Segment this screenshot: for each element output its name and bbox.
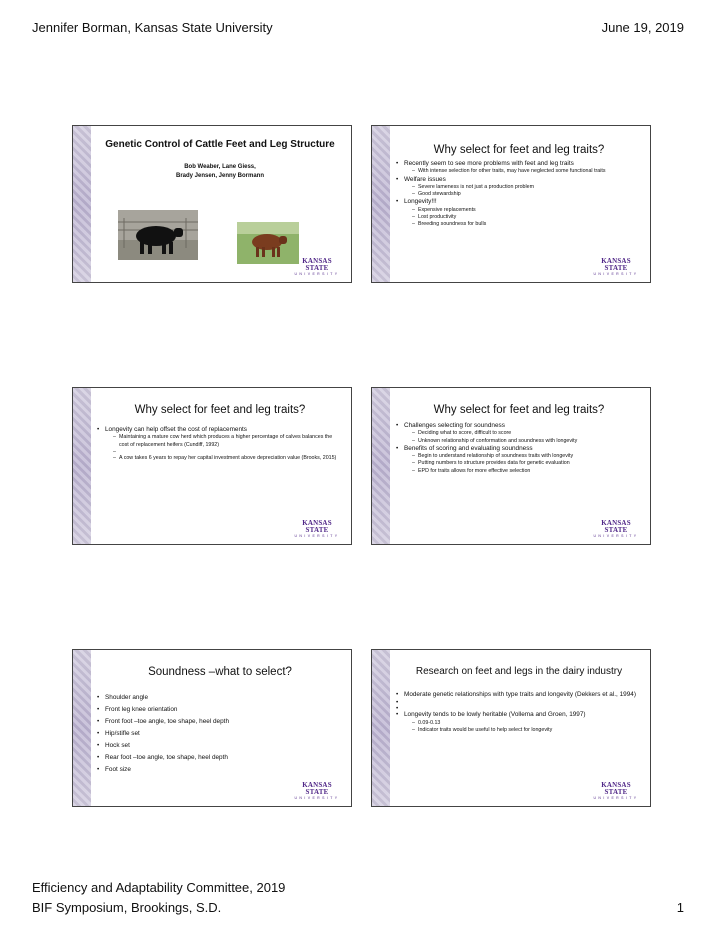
slide-title: Soundness –what to select? (148, 666, 292, 678)
slide-title: Research on feet and legs in the dairy industry (415, 666, 623, 677)
sub-bullet: – EPD for traits allows for more effective selection (412, 468, 642, 475)
sub-bullet: – Severe lameness is not just a production problem (412, 184, 642, 191)
sub-bullet: – 0.09-0.13 (412, 720, 642, 727)
sub-bullet: – Indicator traits would be useful to help select for longevity (412, 727, 642, 734)
slide-title: Why select for feet and leg traits? (433, 144, 605, 156)
slide-authors: Bob Weaber, Lane Giess, Brady Jensen, Jenny Bormann (175, 164, 265, 179)
slide-stripe (372, 650, 390, 806)
slide-stripe (372, 126, 390, 282)
list-item: • Front foot –toe angle, toe shape, heel depth (97, 716, 343, 728)
list-item: • Front leg knee orientation (97, 704, 343, 716)
bullet: • Moderate genetic relationships with type traits and longevity (Dekkers et al., 1994) (396, 691, 642, 699)
sub-bullet: – A cow takes 6 years to repay her capital investment above depreciation value (Brooks, 2015) (113, 455, 343, 462)
kansas-state-logo: KANSAS STATE UNIVERSITY (294, 257, 340, 276)
bullet: • Challenges selecting for soundness – Deciding what to score, difficult to score – Unknown relationship of conformation and soundness with longevity (396, 422, 642, 445)
sub-bullet: – Unknown relationship of conformation and soundness with longevity (412, 438, 642, 445)
kansas-state-logo: KANSAS STATE UNIVERSITY (294, 519, 340, 538)
sub-bullet: – With intense selection for other traits, may have neglected some functional traits (412, 168, 642, 175)
page-number: 1 (676, 900, 684, 915)
slide-5 (72, 649, 352, 807)
footer-committee: Efficiency and Adaptability Committee, 2019 (32, 880, 286, 895)
slide-4 (371, 387, 651, 545)
slide-1 (72, 125, 352, 283)
sub-bullet: – Putting numbers to structure provides data for genetic evaluation (412, 460, 642, 467)
sub-bullet: – Breeding soundness for bulls (412, 221, 642, 228)
bullet: • Welfare issues – Severe lameness is not just a production problem – Good stewardship (396, 176, 642, 199)
sub-bullet: – Lost productivity (412, 214, 642, 221)
list-item: • Hock set (97, 740, 343, 752)
list-item: • Rear foot –toe angle, toe shape, heel depth (97, 752, 343, 764)
bullet: • Recently seem to see more problems with feet and leg traits – With intense selection for other traits, may have neglected some functional traits (396, 160, 642, 176)
bullet: • Benefits of scoring and evaluating soundness – Begin to understand relationship of soundness traits with longevity – Putting numbers to structure provides data for genetic evaluation – EPD for traits allows for more effective selection (396, 445, 642, 475)
sub-bullet: – Deciding what to score, difficult to score (412, 430, 642, 437)
slide-3 (72, 387, 352, 545)
kansas-state-logo: KANSAS STATE UNIVERSITY (593, 781, 639, 800)
slide-stripe (73, 650, 91, 806)
slide-2 (371, 125, 651, 283)
slide-stripe (73, 126, 91, 282)
slide-stripe (372, 388, 390, 544)
list-item: • Hip/stifle set (97, 728, 343, 740)
kansas-state-logo: KANSAS STATE UNIVERSITY (593, 519, 639, 538)
sub-bullet: – Expensive replacements (412, 207, 642, 214)
slide-title: Genetic Control of Cattle Feet and Leg Structure (105, 139, 335, 150)
kansas-state-logo: KANSAS STATE UNIVERSITY (593, 257, 639, 276)
bullet: • Longevity can help offset the cost of replacements – Maintaining a mature cow herd which produces a higher percentage of calves balances the cost of replacement heifers (Cundiff, 1992) – – A cow takes 6 years to repay her capital investment above depreciation value (Brooks, 2015) (97, 426, 343, 462)
black-cow-photo (118, 210, 198, 260)
list-item: • Shoulder angle (97, 692, 343, 704)
footer-symposium: BIF Symposium, Brookings, S.D. (32, 900, 222, 915)
red-bull-photo (237, 222, 299, 264)
sub-bullet: – Begin to understand relationship of soundness traits with longevity (412, 453, 642, 460)
slide-6 (371, 649, 651, 807)
sub-bullet: – Maintaining a mature cow herd which produces a higher percentage of calves balances the cost of replacement heifers (Cundiff, 1992) (113, 434, 343, 448)
slide-title: Why select for feet and leg traits? (433, 404, 605, 416)
slide-stripe (73, 388, 91, 544)
kansas-state-logo: KANSAS STATE UNIVERSITY (294, 781, 340, 800)
sub-bullet: – Good stewardship (412, 191, 642, 198)
page-header-date: June 19, 2019 (601, 20, 684, 35)
list-item: • Foot size (97, 764, 343, 776)
bullet: • Longevity!!! – Expensive replacements – Lost productivity – Breeding soundness for bulls (396, 198, 642, 228)
slide-title: Why select for feet and leg traits? (134, 404, 306, 416)
bullet: • Longevity tends to be lowly heritable (Vollema and Groen, 1997) – 0.09-0.13 – Indicator traits would be useful to help select for longevity (396, 711, 642, 734)
page-header-left: Jennifer Borman, Kansas State University (32, 20, 273, 35)
